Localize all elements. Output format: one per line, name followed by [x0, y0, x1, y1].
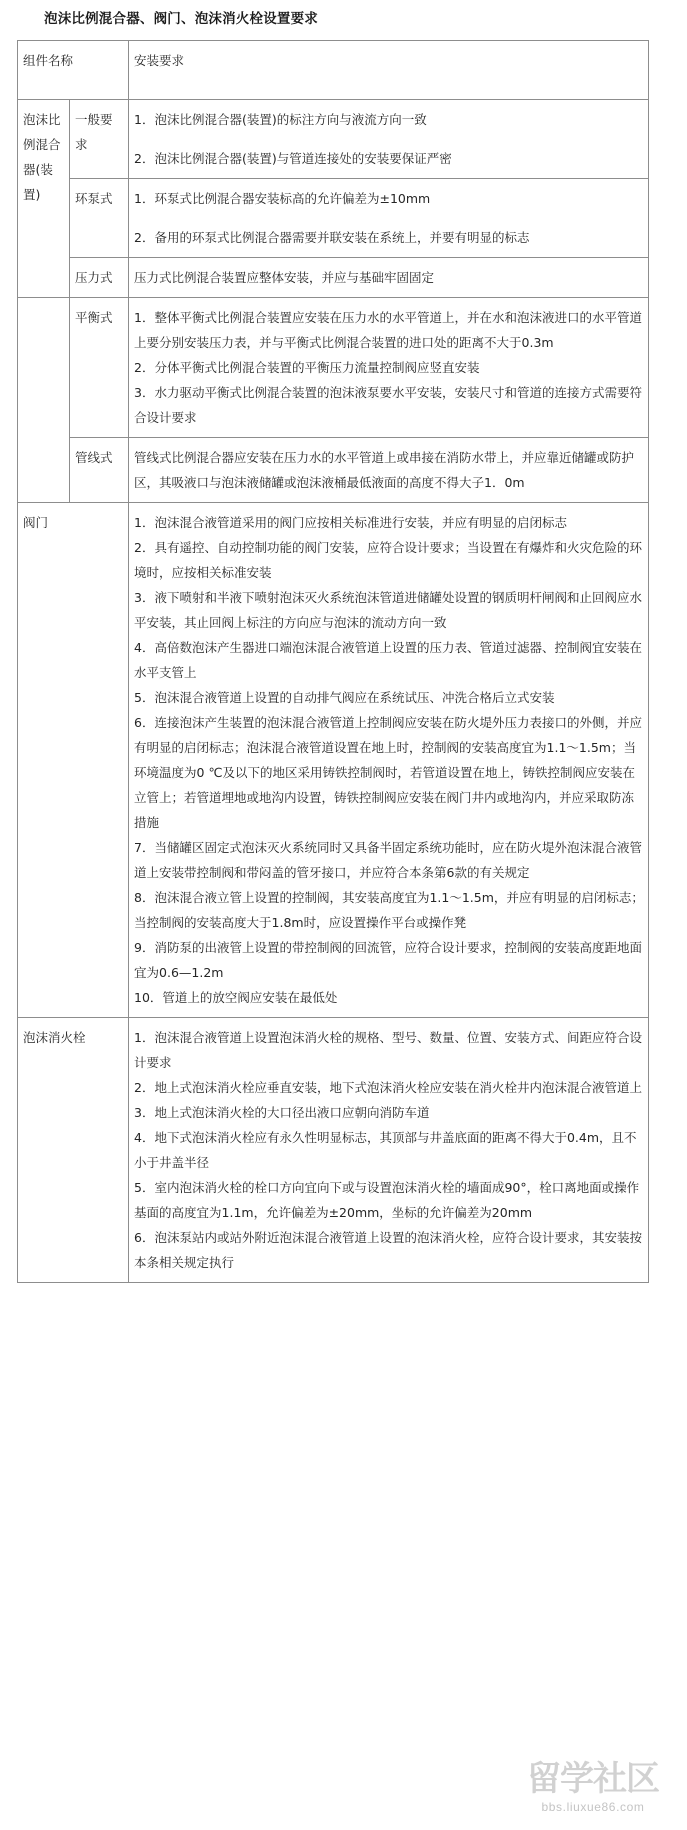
group-name-mixer-cont [18, 297, 70, 502]
header-requirement: 安装要求 [129, 40, 649, 99]
table-row [18, 1017, 649, 1282]
watermark-url: bbs.liuxue86.com [541, 1800, 645, 1814]
page-title: 泡沫比例混合器、阀门、泡沫消火栓设置要求 [44, 11, 318, 27]
requirement-cell [129, 178, 649, 257]
watermark-title: 留学社区 [527, 1759, 659, 1799]
table-row [18, 297, 649, 437]
requirement-item: 1．环泵式比例混合器安装标高的允许偏差为±10mm [134, 190, 431, 206]
subtype-general: 一般要求 [70, 99, 129, 178]
requirement-item: 2．分体平衡式比例混合装置的平衡压力流量控制阀应竖直安装 [134, 359, 480, 375]
requirement-item: 6．连接泡沫产生装置的泡沫混合液管道上控制阀应安装在防火堤外压力表接口的外侧，并应有明显的启闭标志；泡沫混合液管道设置在地上时，控制阀的安装高度宜为1.1～1.5m；当环境温度为0 ℃及以下的地区采用铸铁控制阀时，若管道设置在地上，铸铁控制阀应安装在立管上；若管道埋地或地沟内设置，铸铁控制阀应安装在阀门井内或地沟内，并应采取防冻措施 [134, 714, 642, 830]
requirement-item: 2．泡沫比例混合器(装置)与管道连接处的安装要保证严密 [134, 150, 452, 166]
table-row [18, 502, 649, 1017]
subtype-pressure: 压力式 [70, 257, 129, 297]
group-name-valve: 阀门 [18, 502, 129, 1017]
site-watermark [505, 1758, 681, 1824]
requirement-item: 9．消防泵的出液管上设置的带控制阀的回流管，应符合设计要求，控制阀的安装高度距地面宜为0.6—1.2m [134, 939, 642, 980]
table-header-row [18, 40, 649, 99]
requirement-item: 3．水力驱动平衡式比例混合装置的泡沫液泵要水平安装，安装尺寸和管道的连接方式需要符合设计要求 [134, 384, 642, 425]
header-component: 组件名称 [18, 40, 129, 99]
requirement-cell [129, 437, 649, 502]
requirement-item: 8．泡沫混合液立管上设置的控制阀，其安装高度宜为1.1～1.5m，并应有明显的启闭标志；当控制阀的安装高度大于1.8m时，应设置操作平台或操作凳 [134, 889, 644, 930]
requirements-table [17, 40, 649, 1283]
requirement-item: 压力式比例混合装置应整体安装，并应与基础牢固固定 [134, 269, 435, 285]
table-row [18, 178, 649, 257]
requirement-item: 6．泡沫泵站内或站外附近泡沫混合液管道上设置的泡沫消火栓，应符合设计要求，其安装按本条相关规定执行 [134, 1229, 642, 1270]
requirement-item: 4．高倍数泡沫产生器进口端泡沫混合液管道上设置的压力表、管道过滤器、控制阀宜安装在水平支管上 [134, 639, 642, 680]
requirement-item: 3．地上式泡沫消火栓的大口径出液口应朝向消防车道 [134, 1104, 430, 1120]
requirement-item: 4．地下式泡沫消火栓应有永久性明显标志，其顶部与井盖底面的距离不得大于0.4m，且不小于井盖半径 [134, 1129, 637, 1170]
group-name-mixer: 泡沫比例混合器(装置) [18, 99, 70, 297]
requirement-item: 1．泡沫比例混合器(装置)的标注方向与液流方向一致 [134, 111, 427, 127]
table-row [18, 99, 649, 178]
requirement-item: 3．液下喷射和半液下喷射泡沫灭火系统泡沫管道进储罐处设置的钢质明杆闸阀和止回阀应水平安装，其止回阀上标注的方向应与泡沫的流动方向一致 [134, 589, 642, 630]
requirement-cell [129, 297, 649, 437]
requirement-item: 1．泡沫混合液管道采用的阀门应按相关标准进行安装，并应有明显的启闭标志 [134, 514, 567, 530]
requirement-item: 2．具有遥控、自动控制功能的阀门安装，应符合设计要求；当设置在有爆炸和火灾危险的环境时，应按相关标准安装 [134, 539, 642, 580]
subtype-ring-pump: 环泵式 [70, 178, 129, 257]
requirement-item: 7．当储罐区固定式泡沫灭火系统同时又具备半固定系统功能时，应在防火堤外泡沫混合液管道上安装带控制阀和带闷盖的管牙接口，并应符合本条第6款的有关规定 [134, 839, 642, 880]
requirement-item: 5．室内泡沫消火栓的栓口方向宜向下或与设置泡沫消火栓的墙面成90°，栓口离地面或操作基面的高度宜为1.1m，允许偏差为±20mm，坐标的允许偏差为20mm [134, 1179, 640, 1220]
requirement-cell [129, 99, 649, 178]
requirement-item: 1．整体平衡式比例混合装置应安装在压力水的水平管道上，并在水和泡沫液进口的水平管道上要分别安装压力表，并与平衡式比例混合装置的进口处的距离不大于0.3m [134, 309, 642, 350]
table-row [18, 257, 649, 297]
requirement-cell [129, 502, 649, 1017]
requirement-item: 10．管道上的放空阀应安装在最低处 [134, 989, 338, 1005]
requirement-item: 2．备用的环泵式比例混合器需要并联安装在系统上，并要有明显的标志 [134, 229, 530, 245]
subtype-inline: 管线式 [70, 437, 129, 502]
requirement-cell [129, 257, 649, 297]
table-row [18, 437, 649, 502]
requirement-cell [129, 1017, 649, 1282]
requirement-item: 管线式比例混合器应安装在压力水的水平管道上或串接在消防水带上，并应靠近储罐或防护区，其吸液口与泡沫液储罐或泡沫液桶最低液面的高度不得大子1．0m [134, 449, 635, 490]
requirement-item: 2．地上式泡沫消火栓应垂直安装，地下式泡沫消火栓应安装在消火栓井内泡沫混合液管道上 [134, 1079, 642, 1095]
requirement-item: 5．泡沫混合液管道上设置的自动排气阀应在系统试压、冲洗合格后立式安装 [134, 689, 555, 705]
subtype-balanced: 平衡式 [70, 297, 129, 437]
requirement-item: 1．泡沫混合液管道上设置泡沫消火栓的规格、型号、数量、位置、安装方式、间距应符合设计要求 [134, 1029, 642, 1070]
group-name-hydrant: 泡沫消火栓 [18, 1017, 129, 1282]
